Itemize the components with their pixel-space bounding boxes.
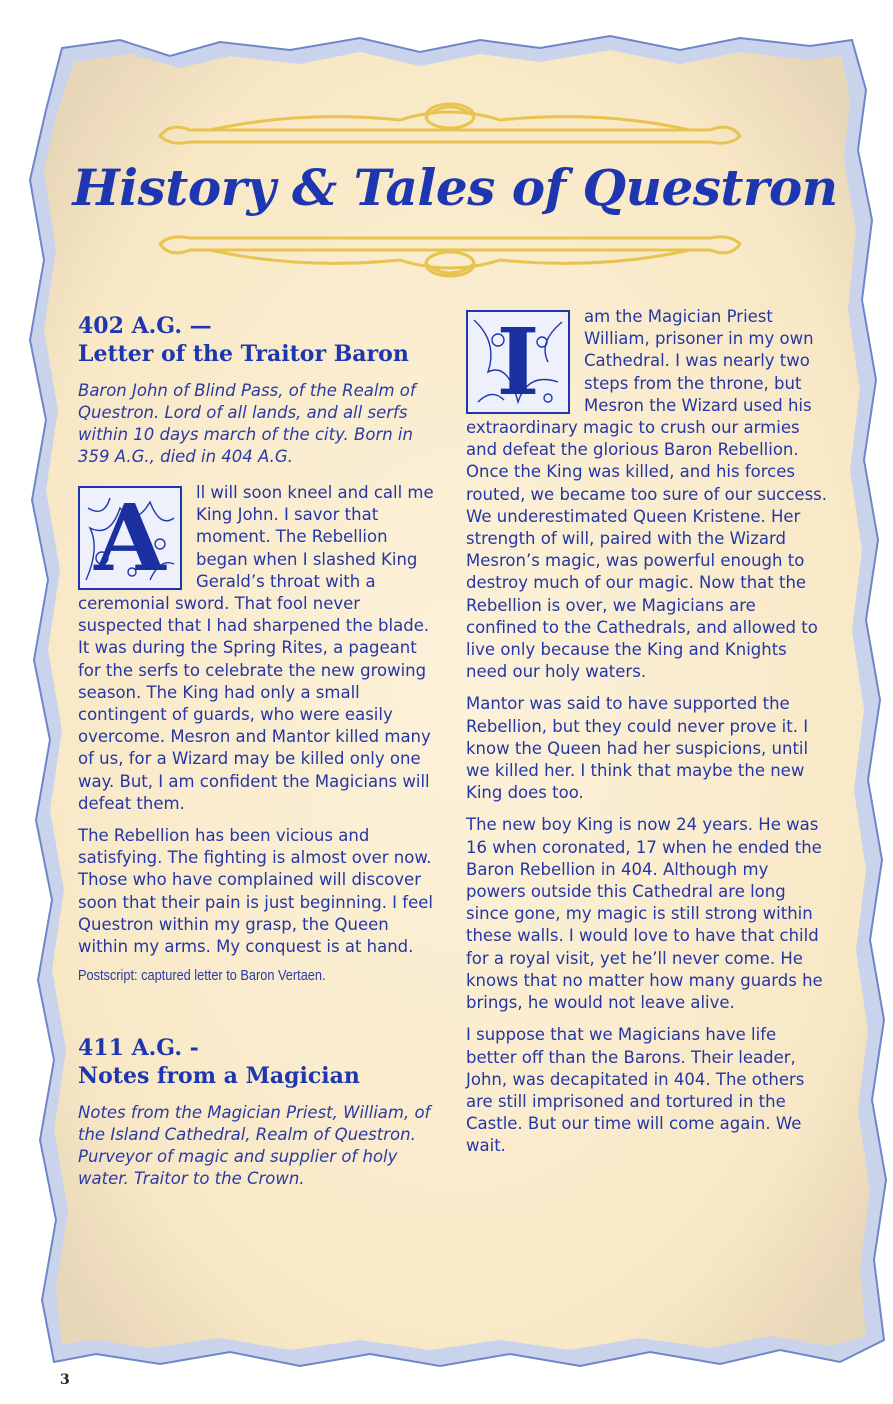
right-paragraph-4: I suppose that we Magicians have life better off than the Barons. Their leader, John, was decapitated in 404. The others are still imprisoned and tortured in the Castle. But our time will come again. We wait.: [466, 1025, 805, 1156]
page-number: 3: [60, 1372, 70, 1388]
section1-heading-date: 402 A.G. —: [78, 313, 212, 339]
section1-intro: Baron John of Blind Pass, of the Realm of Questron. Lord of all lands, and all serfs within 10 days march of the city. Born in 359 A.G., died in 404 A.G.: [78, 381, 416, 466]
page-title: History & Tales of Questron: [72, 158, 838, 217]
right-paragraph-1: am the Magician Priest William, prisoner in my own Cathedral. I was nearly two steps from the throne, but Mesron the Wizard used his extraordinary magic to crush our armies and defeat the glorious Baron Rebellion. Once the King was killed, and his forces routed, we became too sure of our success. We underestimated Queen Kristene. Her strength of will, paired with the Wizard Mesron’s magic, was powerful enough to destroy much of our magic. Now that the Rebellion is over, we Magicians are confined to the Cathedrals, and allowed to live only because the King and Knights need our holy waters.: [466, 307, 828, 682]
top-ornament: [150, 100, 750, 154]
section1-postscript: Postscript: captured letter to Baron Vertaen.: [78, 968, 326, 985]
right-paragraph-2: Mantor was said to have supported the Rebellion, but they could never prove it. I know the Queen had her suspicions, until we killed her. I think that maybe the new King does too.: [466, 694, 809, 803]
section1-heading-title: Letter of the Traitor Baron: [78, 341, 409, 367]
section1-paragraph-2: The Rebellion has been vicious and satisfying. The fighting is almost over now. Those who have complained will discover soon that their pain is just beginning. I feel Questron within my grasp, the Queen within my arms. My conquest is at hand.: [78, 826, 433, 957]
dropcap-letter: I: [496, 310, 540, 414]
bottom-ornament: [150, 226, 750, 280]
illuminated-dropcap-a: [78, 486, 182, 590]
dropcap-letter: A: [94, 486, 166, 590]
right-paragraph-3: The new boy King is now 24 years. He was 16 when coronated, 17 when he ended the Baron Rebellion in 404. Although my powers outside this Cathedral are long since gone, my magic is still strong within these walls. I would love to have that child for a royal visit, yet he’ll never come. He knows that no matter how many guards he brings, he would not leave alive.: [466, 815, 823, 1013]
section2-intro: Notes from the Magician Priest, William, of the Island Cathedral, Realm of Questron. Purveyor of magic and supplier of holy water. Traitor to the Crown.: [78, 1103, 431, 1189]
section2-heading-title: Notes from a Magician: [78, 1063, 360, 1090]
left-column: [78, 312, 440, 1204]
illuminated-dropcap-i: [466, 310, 570, 414]
section2-heading-date: 411 A.G. -: [78, 1035, 199, 1062]
right-column: [466, 306, 828, 1168]
section1-paragraph-1: ll will soon kneel and call me King John. I savor that moment. The Rebellion began when I slashed King Gerald’s throat with a ceremonial sword. That fool never suspected that I had sharpened the blade. It was during the Spring Rites, a pageant for the serfs to celebrate the new growing season. The King had only a small contingent of guards, who were easily overcome. Mesron and Mantor killed many of us, for a Wizard may be killed only one way. But, I am confident the Magicians will defeat them.: [78, 483, 434, 813]
